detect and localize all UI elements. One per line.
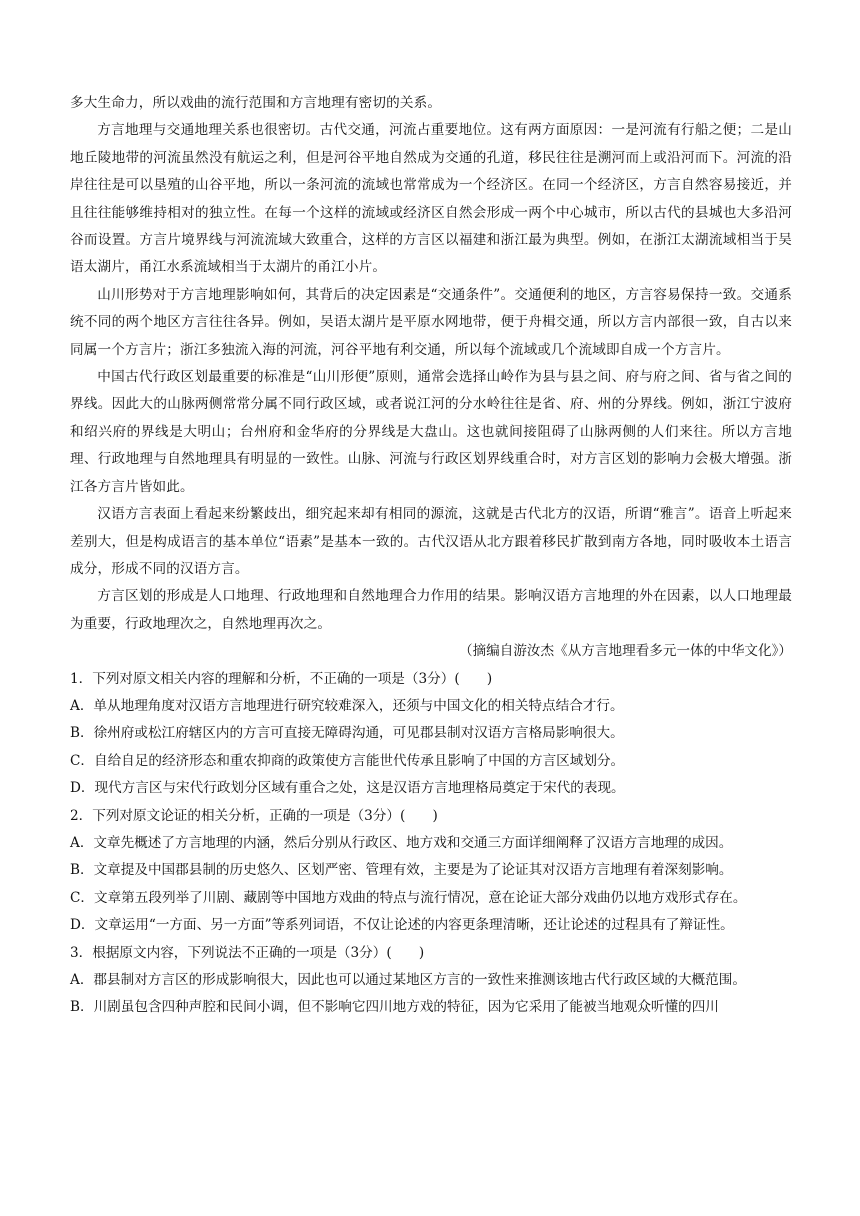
question-2-option-a: A．文章先概述了方言地理的内涵，然后分别从行政区、地方戏和交通三方面详细阐释了汉语方言地理的成因。 [70,834,733,851]
document-page [70,90,792,1022]
paragraph-administrative: 中国古代行政区划最重要的标准是“山川形便”原则，通常会选择山岭作为县与县之间、府与府之间、省与省之间的界线。因此大的山脉两侧常常分属不同行政区域，或者说江河的分水岭往往是省、府、州的分界线。例如，浙江宁波府和绍兴府的界线是大明山；台州府和金华府的分界线是大盘山。这也就间接阻碍了山脉两侧的人们来往。所以方言地理、行政地理与自然地理具有明显的一致性。山脉、河流与行政区划界线重合时，对方言区划的影响力会极大增强。浙江各方言片皆如此。 [70,369,792,495]
paragraph-continued: 多大生命力，所以戏曲的流行范围和方言地理有密切的关系。 [70,95,442,111]
question-2-option-b: B．文章提及中国郡县制的历史悠久、区划严密、管理有效，主要是为了论证其对汉语方言地理有着深刻影响。 [70,862,733,879]
question-1-option-b: B．徐州府或松江府辖区内的方言可直接无障碍沟通，可见郡县制对汉语方言格局影响很大。 [70,725,624,742]
paragraph-transport: 方言地理与交通地理关系也很密切。古代交通，河流占重要地位。这有两方面原因：一是河流有行船之便；二是山地丘陵地带的河流虽然没有航运之利，但是河谷平地自然成为交通的孔道，移民往往是溯河而上或沿河而下。河流的沿岸往往是可以垦殖的山谷平地，所以一条河流的流域也常常成为一个经济区。在同一个经济区，方言自然容易接近，并且往往能够维持相对的独立性。在每一个这样的流域或经济区自然会形成一两个中心城市，所以古代的县城也大多沿河谷而设置。方言片境界线与河流流域大致重合，这样的方言区以福建和浙江最为典型。例如，在浙江太湖流域相当于吴语太湖片，甬江水系流域相当于太湖片的甬江小片。 [70,122,792,276]
question-1-stem: 1．下列对原文相关内容的理解和分析，不正确的一项是（3分）( ) [70,670,493,687]
question-2-option-d: D．文章运用“一方面、另一方面”等系列词语，不仅让论述的内容更条理清晰，还让论述的过程具有了辩证性。 [70,917,734,934]
paragraph-origin: 汉语方言表面上看起来纷繁歧出，细究起来却有相同的源流，这就是古代北方的汉语，所谓“雅言”。语音上听起来差别大，但是构成语言的基本单位“语素”是基本一致的。古代汉语从北方跟着移民扩散到南方各地，同时吸收本土语言成分，形成不同的汉语方言。 [70,506,792,577]
question-1-option-d: D．现代方言区与宋代行政划分区域有重合之处，这是汉语方言地理格局奠定于宋代的表现。 [70,780,625,797]
question-2-option-c: C．文章第五段列举了川剧、藏剧等中国地方戏曲的特点与流行情况，意在论证大部分戏曲仍以地方戏形式存在。 [70,889,747,906]
paragraph-mountains-rivers: 山川形势对于方言地理影响如何，其背后的决定因素是“交通条件”。交通便利的地区，方言容易保持一致。交通系统不同的两个地区方言往往各异。例如，吴语太湖片是平原水网地带，便于舟楫交通，所以方言内部很一致，自古以来同属一个方言片；浙江多独流入海的河流，河谷平地有利交通，所以每个流域或几个流域即自成一个方言片。 [70,286,792,358]
paragraph-conclusion: 方言区划的形成是人口地理、行政地理和自然地理合力作用的结果。影响汉语方言地理的外在因素，以人口地理最为重要，行政地理次之，自然地理再次之。 [70,588,792,632]
source-citation: （摘编自游汝杰《从方言地理看多元一体的中华文化》） [458,643,792,660]
question-3-stem: 3．根据原文内容，下列说法不正确的一项是（3分）( ) [70,944,425,961]
question-3-option-a: A．郡县制对方言区的形成影响很大，因此也可以通过某地区方言的一致性来推测该地古代行政区域的大概范围。 [70,972,746,988]
question-1-option-a: A．单从地理角度对汉语方言地理进行研究较难深入，还须与中国文化的相关特点结合才行。 [70,697,624,714]
question-3-option-b: B．川剧虽包含四种声腔和民间小调，但不影响它四川地方戏的特征，因为它采用了能被当地观众听懂的四川 [70,999,719,1016]
question-1-option-c: C．自给自足的经济形态和重农抑商的政策使方言能世代传承且影响了中国的方言区域划分。 [70,752,625,769]
question-2-stem: 2．下列对原文论证的相关分析，正确的一项是（3分）( ) [70,807,438,824]
